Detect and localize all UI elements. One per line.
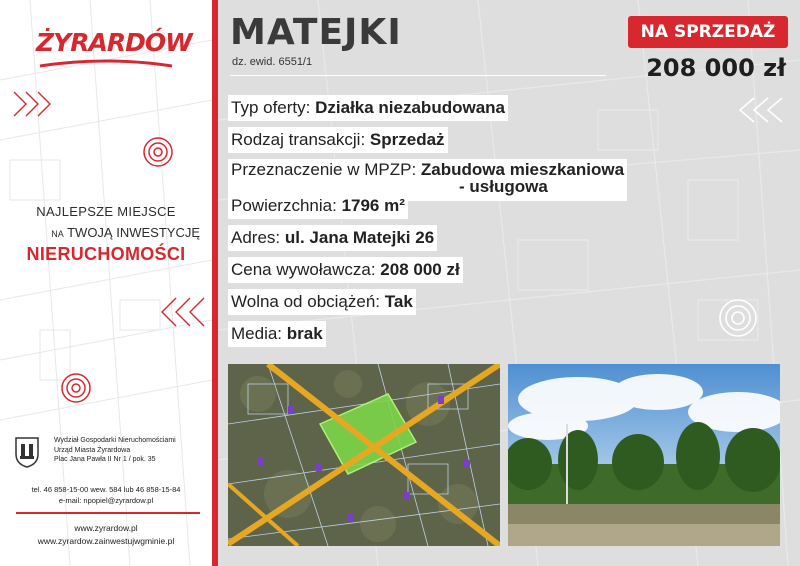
detail-label: Typ oferty: <box>231 98 311 117</box>
contact-info <box>6 484 206 506</box>
detail-row-transaction <box>228 127 448 153</box>
price-heading: 208 000 zł <box>646 54 786 82</box>
detail-label: Adres: <box>231 228 281 247</box>
office-line-3: Plac Jana Pawła II Nr 1 / pok. 35 <box>54 456 156 463</box>
for-sale-badge: NA SPRZEDAŻ <box>628 16 788 48</box>
detail-row-offer-type <box>228 95 508 121</box>
detail-row-price <box>228 257 463 283</box>
tagline-1: NAJLEPSZE MIEJSCE <box>36 204 176 219</box>
detail-value: Działka niezabudowana <box>315 98 505 117</box>
divider-line <box>16 512 200 514</box>
target-icon <box>718 298 758 338</box>
tagline-2-text: TWOJĄ INWESTYCJĘ <box>67 225 200 240</box>
logo-text: ŻYRARDÓW <box>36 28 192 57</box>
title-underline <box>230 75 606 76</box>
office-address <box>54 436 176 465</box>
chevron-arrows-icon <box>728 96 784 124</box>
contact-email[interactable]: e-mail: npopiel@zyrardow.pl <box>58 496 154 505</box>
detail-row-media <box>228 321 326 347</box>
aerial-map-image <box>228 364 500 546</box>
detail-label: Powierzchnia: <box>231 196 337 215</box>
detail-row-area <box>228 193 408 219</box>
detail-value: brak <box>286 324 323 343</box>
detail-value: 1796 m² <box>341 196 405 215</box>
detail-label: Przeznaczenie w MPZP: <box>231 160 417 179</box>
site-photo-image <box>508 364 780 546</box>
detail-label: Wolna od obciążeń: <box>231 292 381 311</box>
target-icon <box>142 136 174 168</box>
detail-label: Rodzaj transakcji: <box>231 130 366 149</box>
website-links <box>6 522 206 548</box>
parcel-number: dz. ewid. 6551/1 <box>232 56 313 68</box>
tagline-2-prefix: NA <box>51 229 64 239</box>
right-panel <box>218 0 800 566</box>
office-line-1: Wydział Gospodarki Nieruchomościami <box>54 437 176 444</box>
left-panel <box>0 0 212 566</box>
website-link-1[interactable]: www.zyrardow.pl <box>74 523 138 533</box>
detail-value: ul. Jana Matejki 26 <box>284 228 435 247</box>
chevron-arrows-left-icon <box>150 296 206 328</box>
zyrardow-logo <box>36 22 192 72</box>
detail-value-continued: - usługowa <box>459 177 548 196</box>
contact-phone: tel. 46 858-15-00 wew. 584 lub 46 858-15-84 <box>31 485 181 494</box>
chevron-arrows-icon <box>12 90 66 118</box>
detail-row-address <box>228 225 437 251</box>
detail-label: Media: <box>231 324 283 343</box>
target-icon-2 <box>60 372 92 404</box>
detail-value: Sprzedaż <box>369 130 445 149</box>
detail-label: Cena wywoławcza: <box>231 260 376 279</box>
tagline-3: NIERUCHOMOŚCI <box>26 244 186 264</box>
detail-value: 208 000 zł <box>380 260 460 279</box>
detail-value: Zabudowa mieszkaniowa <box>420 160 625 179</box>
website-link-2[interactable]: www.zyrardow.zainwestujwgminie.pl <box>37 536 175 546</box>
page-title: MATEJKI <box>230 12 402 53</box>
detail-value: Tak <box>384 292 413 311</box>
background-map-lines <box>0 0 212 566</box>
office-line-2: Urząd Miasta Żyrardowa <box>54 446 131 454</box>
logo-swoosh <box>36 58 176 70</box>
city-crest-icon <box>14 436 40 468</box>
tagline-2 <box>0 225 212 240</box>
detail-row-encumbrance <box>228 289 416 315</box>
